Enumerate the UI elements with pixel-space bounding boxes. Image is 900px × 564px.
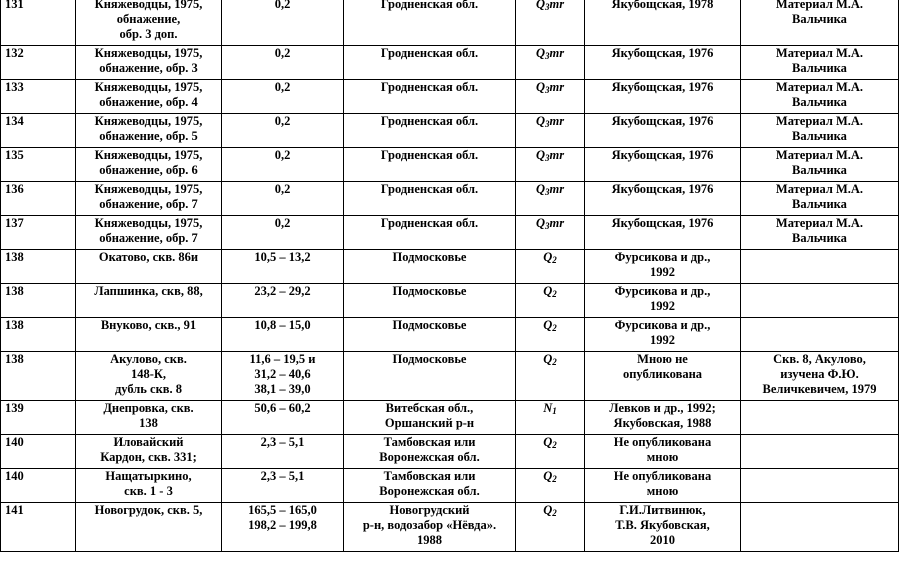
age-cell bbox=[516, 114, 585, 148]
depth-line: 2,3 – 5,1 bbox=[260, 435, 305, 449]
note-line: Вальчика bbox=[792, 231, 847, 245]
note-line: Величкевичем, 1979 bbox=[762, 382, 877, 396]
age-subscript: 3 bbox=[544, 153, 550, 163]
age-cell bbox=[516, 318, 585, 352]
note-cell bbox=[741, 0, 899, 46]
note-line: Материал М.А. bbox=[775, 114, 864, 128]
region-line: Гродненская обл. bbox=[380, 148, 479, 162]
age-base: Q bbox=[535, 182, 545, 196]
depth-cell bbox=[222, 435, 344, 469]
source-line: Не опубликована bbox=[613, 435, 712, 449]
age-cell bbox=[516, 352, 585, 401]
age-base: Q bbox=[535, 80, 545, 94]
region-line: Оршанский р-н bbox=[384, 416, 475, 430]
region-line: Подмосковье bbox=[392, 318, 467, 332]
note-cell bbox=[741, 318, 899, 352]
row-number-cell bbox=[1, 182, 76, 216]
note-cell bbox=[741, 216, 899, 250]
source-cell bbox=[585, 0, 741, 46]
source-cell bbox=[585, 401, 741, 435]
place-line: 138 bbox=[139, 416, 158, 430]
place-line: обнажение, обр. 6 bbox=[99, 163, 198, 177]
region-cell bbox=[344, 401, 516, 435]
note-line: Материал М.А. bbox=[775, 80, 864, 94]
depth-line: 0,2 bbox=[274, 0, 291, 11]
note-cell bbox=[741, 182, 899, 216]
place-cell bbox=[76, 284, 222, 318]
region-line: Гродненская обл. bbox=[380, 216, 479, 230]
source-line: Фурсикова и др., bbox=[614, 250, 711, 264]
depth-line: 38,1 – 39,0 bbox=[254, 382, 311, 396]
region-line: Гродненская обл. bbox=[380, 46, 479, 60]
table-row bbox=[1, 284, 899, 318]
table-row bbox=[1, 318, 899, 352]
region-cell bbox=[344, 0, 516, 46]
source-line: 1992 bbox=[650, 299, 675, 313]
row-number-cell bbox=[1, 503, 76, 552]
depth-line: 23,2 – 29,2 bbox=[254, 284, 311, 298]
place-line: Внуково, скв., 91 bbox=[100, 318, 197, 332]
place-line: обнажение, обр. 7 bbox=[99, 197, 198, 211]
row-number: 138 bbox=[5, 284, 24, 298]
table-row bbox=[1, 148, 899, 182]
age-base: Q bbox=[535, 148, 545, 162]
place-cell bbox=[76, 114, 222, 148]
age-subscript: 3 bbox=[544, 119, 550, 129]
depth-cell bbox=[222, 503, 344, 552]
table-row bbox=[1, 401, 899, 435]
age-suffix: mr bbox=[549, 148, 565, 162]
age-subscript: 2 bbox=[552, 323, 557, 333]
table-row bbox=[1, 80, 899, 114]
depth-line: 10,8 – 15,0 bbox=[254, 318, 311, 332]
note-cell bbox=[741, 469, 899, 503]
row-number-cell bbox=[1, 80, 76, 114]
row-number-cell bbox=[1, 250, 76, 284]
source-line: Т.В. Якубовская, bbox=[615, 518, 710, 532]
place-cell bbox=[76, 216, 222, 250]
note-line: Материал М.А. bbox=[775, 148, 864, 162]
note-line: Вальчика bbox=[792, 61, 847, 75]
age-base: N bbox=[543, 401, 553, 415]
place-line: Княжеводцы, 1975, bbox=[94, 216, 203, 230]
source-cell bbox=[585, 46, 741, 80]
age-base: Q bbox=[543, 435, 553, 449]
row-number-cell bbox=[1, 401, 76, 435]
age-subscript: 2 bbox=[552, 440, 557, 450]
age-base: Q bbox=[543, 469, 553, 483]
row-number: 141 bbox=[5, 503, 24, 517]
source-line: Якубощская, 1976 bbox=[611, 182, 714, 196]
region-cell bbox=[344, 284, 516, 318]
depth-cell bbox=[222, 401, 344, 435]
age-base: Q bbox=[535, 216, 545, 230]
source-line: опубликована bbox=[622, 367, 703, 381]
region-line: Гродненская обл. bbox=[380, 114, 479, 128]
place-line: Новогрудок, скв. 5, bbox=[94, 503, 203, 517]
depth-line: 10,5 – 13,2 bbox=[254, 250, 311, 264]
depth-line: 165,5 – 165,0 bbox=[248, 503, 317, 517]
age-subscript: 3 bbox=[544, 187, 550, 197]
place-line: Нащатыркино, bbox=[105, 469, 192, 483]
row-number-cell bbox=[1, 216, 76, 250]
age-suffix: mr bbox=[549, 216, 565, 230]
region-line: Подмосковье bbox=[392, 284, 467, 298]
depth-line: 0,2 bbox=[274, 148, 291, 162]
source-line: Г.И.Литвинюк, bbox=[619, 503, 706, 517]
region-line: Гродненская обл. bbox=[380, 0, 479, 11]
place-cell bbox=[76, 435, 222, 469]
place-line: Днепровка, скв. bbox=[103, 401, 194, 415]
note-line: Вальчика bbox=[792, 129, 847, 143]
place-cell bbox=[76, 318, 222, 352]
note-cell bbox=[741, 46, 899, 80]
row-number-cell bbox=[1, 435, 76, 469]
region-line: Воронежская обл. bbox=[379, 484, 480, 498]
note-line: Вальчика bbox=[792, 197, 847, 211]
depth-line: 11,6 – 19,5 и bbox=[249, 352, 316, 366]
source-line: Якубощская, 1976 bbox=[611, 148, 714, 162]
source-cell bbox=[585, 435, 741, 469]
source-cell bbox=[585, 250, 741, 284]
source-line: Фурсикова и др., bbox=[614, 284, 711, 298]
source-cell bbox=[585, 216, 741, 250]
note-cell bbox=[741, 114, 899, 148]
place-line: Княжеводцы, 1975, bbox=[94, 114, 203, 128]
source-line: Якубощская, 1976 bbox=[611, 46, 714, 60]
depth-line: 2,3 – 5,1 bbox=[260, 469, 305, 483]
age-subscript: 3 bbox=[544, 2, 550, 12]
row-number: 137 bbox=[5, 216, 24, 230]
source-cell bbox=[585, 114, 741, 148]
place-line: обнажение, bbox=[116, 12, 181, 26]
depth-line: 50,6 – 60,2 bbox=[254, 401, 311, 415]
note-cell bbox=[741, 284, 899, 318]
age-cell bbox=[516, 503, 585, 552]
place-line: обнажение, обр. 4 bbox=[99, 95, 198, 109]
place-line: Княжеводцы, 1975, bbox=[94, 0, 203, 11]
region-cell bbox=[344, 46, 516, 80]
note-line: Вальчика bbox=[792, 163, 847, 177]
age-subscript: 3 bbox=[544, 85, 550, 95]
source-line: Якубощская, 1976 bbox=[611, 80, 714, 94]
age-base: Q bbox=[543, 250, 553, 264]
row-number: 134 bbox=[5, 114, 24, 128]
depth-cell bbox=[222, 114, 344, 148]
region-cell bbox=[344, 503, 516, 552]
age-cell bbox=[516, 182, 585, 216]
row-number: 138 bbox=[5, 250, 24, 264]
age-base: Q bbox=[535, 114, 545, 128]
place-cell bbox=[76, 469, 222, 503]
place-cell bbox=[76, 503, 222, 552]
age-cell bbox=[516, 284, 585, 318]
age-suffix: mr bbox=[549, 182, 565, 196]
row-number: 133 bbox=[5, 80, 24, 94]
row-number: 138 bbox=[5, 352, 24, 366]
region-cell bbox=[344, 216, 516, 250]
region-cell bbox=[344, 80, 516, 114]
row-number-cell bbox=[1, 284, 76, 318]
place-line: Княжеводцы, 1975, bbox=[94, 148, 203, 162]
row-number: 132 bbox=[5, 46, 24, 60]
region-cell bbox=[344, 114, 516, 148]
place-line: обнажение, обр. 7 bbox=[99, 231, 198, 245]
place-cell bbox=[76, 352, 222, 401]
age-base: Q bbox=[535, 46, 545, 60]
age-cell bbox=[516, 401, 585, 435]
place-line: обнажение, обр. 3 bbox=[99, 61, 198, 75]
region-cell bbox=[344, 318, 516, 352]
region-line: Гродненская обл. bbox=[380, 182, 479, 196]
age-suffix: mr bbox=[549, 0, 565, 11]
age-base: Q bbox=[535, 0, 545, 11]
source-line: 1992 bbox=[650, 265, 675, 279]
source-line: Фурсикова и др., bbox=[614, 318, 711, 332]
age-base: Q bbox=[543, 284, 553, 298]
depth-cell bbox=[222, 182, 344, 216]
table-row bbox=[1, 503, 899, 552]
depth-cell bbox=[222, 250, 344, 284]
region-cell bbox=[344, 352, 516, 401]
region-line: р-н, водозабор «Нёвда». bbox=[362, 518, 497, 532]
place-line: Акулово, скв. bbox=[110, 352, 187, 366]
source-cell bbox=[585, 80, 741, 114]
depth-line: 198,2 – 199,8 bbox=[248, 518, 317, 532]
depth-line: 0,2 bbox=[274, 80, 291, 94]
source-line: Якубощская, 1976 bbox=[611, 216, 714, 230]
note-line: изучена Ф.Ю. bbox=[780, 367, 859, 381]
note-line: Вальчика bbox=[792, 12, 847, 26]
depth-cell bbox=[222, 148, 344, 182]
row-number-cell bbox=[1, 46, 76, 80]
age-subscript: 3 bbox=[544, 221, 550, 231]
region-cell bbox=[344, 148, 516, 182]
age-subscript: 1 bbox=[552, 406, 557, 416]
table-row bbox=[1, 114, 899, 148]
row-number-cell bbox=[1, 318, 76, 352]
region-line: Витебская обл., bbox=[385, 401, 474, 415]
depth-line: 0,2 bbox=[274, 46, 291, 60]
age-suffix: mr bbox=[549, 46, 565, 60]
note-cell bbox=[741, 250, 899, 284]
place-line: Кардон, скв. 331; bbox=[100, 450, 197, 464]
age-base: Q bbox=[543, 503, 553, 517]
depth-cell bbox=[222, 46, 344, 80]
place-cell bbox=[76, 182, 222, 216]
row-number: 136 bbox=[5, 182, 24, 196]
place-line: Княжеводцы, 1975, bbox=[94, 80, 203, 94]
source-line: Мною не bbox=[637, 352, 688, 366]
row-number-cell bbox=[1, 114, 76, 148]
note-line: Материал М.А. bbox=[775, 216, 864, 230]
region-line: Подмосковье bbox=[392, 352, 467, 366]
source-line: Левков и др., 1992; bbox=[609, 401, 716, 415]
place-line: скв. 1 - 3 bbox=[124, 484, 173, 498]
region-line: Воронежская обл. bbox=[379, 450, 480, 464]
source-cell bbox=[585, 148, 741, 182]
place-line: Княжеводцы, 1975, bbox=[94, 182, 203, 196]
place-cell bbox=[76, 148, 222, 182]
table-body bbox=[1, 0, 899, 552]
note-cell bbox=[741, 401, 899, 435]
age-subscript: 3 bbox=[544, 51, 550, 61]
row-number: 135 bbox=[5, 148, 24, 162]
depth-cell bbox=[222, 284, 344, 318]
source-cell bbox=[585, 318, 741, 352]
table-row bbox=[1, 0, 899, 46]
age-cell bbox=[516, 148, 585, 182]
age-base: Q bbox=[543, 352, 553, 366]
note-line: Материал М.А. bbox=[775, 182, 864, 196]
age-cell bbox=[516, 46, 585, 80]
source-line: 2010 bbox=[650, 533, 675, 547]
region-cell bbox=[344, 435, 516, 469]
depth-line: 31,2 – 40,6 bbox=[254, 367, 311, 381]
age-cell bbox=[516, 469, 585, 503]
source-line: мною bbox=[646, 450, 679, 464]
age-subscript: 2 bbox=[552, 357, 557, 367]
region-line: Тамбовская или bbox=[383, 435, 476, 449]
place-line: 148-К, bbox=[130, 367, 167, 381]
place-cell bbox=[76, 46, 222, 80]
depth-line: 0,2 bbox=[274, 114, 291, 128]
age-cell bbox=[516, 0, 585, 46]
source-cell bbox=[585, 503, 741, 552]
place-line: Лапшинка, скв, 88, bbox=[94, 284, 203, 298]
region-line: Подмосковье bbox=[392, 250, 467, 264]
note-line: Материал М.А. bbox=[775, 46, 864, 60]
depth-cell bbox=[222, 0, 344, 46]
age-subscript: 2 bbox=[552, 474, 557, 484]
source-cell bbox=[585, 182, 741, 216]
depth-cell bbox=[222, 318, 344, 352]
table-row bbox=[1, 216, 899, 250]
note-cell bbox=[741, 435, 899, 469]
region-line: Тамбовская или bbox=[383, 469, 476, 483]
age-subscript: 2 bbox=[552, 255, 557, 265]
table-row bbox=[1, 46, 899, 80]
depth-cell bbox=[222, 469, 344, 503]
age-cell bbox=[516, 216, 585, 250]
table-row bbox=[1, 182, 899, 216]
place-line: обр. 3 доп. bbox=[119, 27, 178, 41]
row-number-cell bbox=[1, 148, 76, 182]
age-suffix: mr bbox=[549, 114, 565, 128]
row-number: 131 bbox=[5, 0, 24, 11]
source-cell bbox=[585, 469, 741, 503]
source-line: Якубовская, 1988 bbox=[613, 416, 712, 430]
place-line: Княжеводцы, 1975, bbox=[94, 46, 203, 60]
source-cell bbox=[585, 352, 741, 401]
place-cell bbox=[76, 250, 222, 284]
table-row bbox=[1, 250, 899, 284]
table-row bbox=[1, 352, 899, 401]
note-line: Скв. 8, Акулово, bbox=[773, 352, 866, 366]
table-row bbox=[1, 435, 899, 469]
place-line: Окатово, скв. 86и bbox=[98, 250, 199, 264]
region-line: 1988 bbox=[417, 533, 442, 547]
note-cell bbox=[741, 503, 899, 552]
row-number: 140 bbox=[5, 469, 24, 483]
source-line: 1992 bbox=[650, 333, 675, 347]
source-line: Не опубликована bbox=[613, 469, 712, 483]
row-number: 139 bbox=[5, 401, 24, 415]
depth-cell bbox=[222, 352, 344, 401]
age-suffix: mr bbox=[549, 80, 565, 94]
age-base: Q bbox=[543, 318, 553, 332]
place-line: обнажение, обр. 5 bbox=[99, 129, 198, 143]
region-line: Гродненская обл. bbox=[380, 80, 479, 94]
place-cell bbox=[76, 401, 222, 435]
note-line: Материал М.А. bbox=[775, 0, 864, 11]
row-number-cell bbox=[1, 0, 76, 46]
place-line: Иловайский bbox=[113, 435, 184, 449]
source-line: мною bbox=[646, 484, 679, 498]
note-cell bbox=[741, 352, 899, 401]
depth-cell bbox=[222, 80, 344, 114]
source-line: Якубощская, 1976 bbox=[611, 114, 714, 128]
place-cell bbox=[76, 0, 222, 46]
region-line: Новогрудский bbox=[389, 503, 470, 517]
age-subscript: 2 bbox=[552, 289, 557, 299]
place-line: дубль скв. 8 bbox=[114, 382, 183, 396]
note-line: Вальчика bbox=[792, 95, 847, 109]
table-row bbox=[1, 469, 899, 503]
row-number-cell bbox=[1, 469, 76, 503]
age-subscript: 2 bbox=[552, 508, 557, 518]
row-number-cell bbox=[1, 352, 76, 401]
row-number: 138 bbox=[5, 318, 24, 332]
source-line: Якубощская, 1978 bbox=[611, 0, 714, 11]
source-cell bbox=[585, 284, 741, 318]
age-cell bbox=[516, 250, 585, 284]
age-cell bbox=[516, 435, 585, 469]
age-cell bbox=[516, 80, 585, 114]
region-cell bbox=[344, 469, 516, 503]
depth-line: 0,2 bbox=[274, 182, 291, 196]
region-cell bbox=[344, 182, 516, 216]
depth-line: 0,2 bbox=[274, 216, 291, 230]
region-cell bbox=[344, 250, 516, 284]
place-cell bbox=[76, 80, 222, 114]
note-cell bbox=[741, 148, 899, 182]
note-cell bbox=[741, 80, 899, 114]
row-number: 140 bbox=[5, 435, 24, 449]
depth-cell bbox=[222, 216, 344, 250]
